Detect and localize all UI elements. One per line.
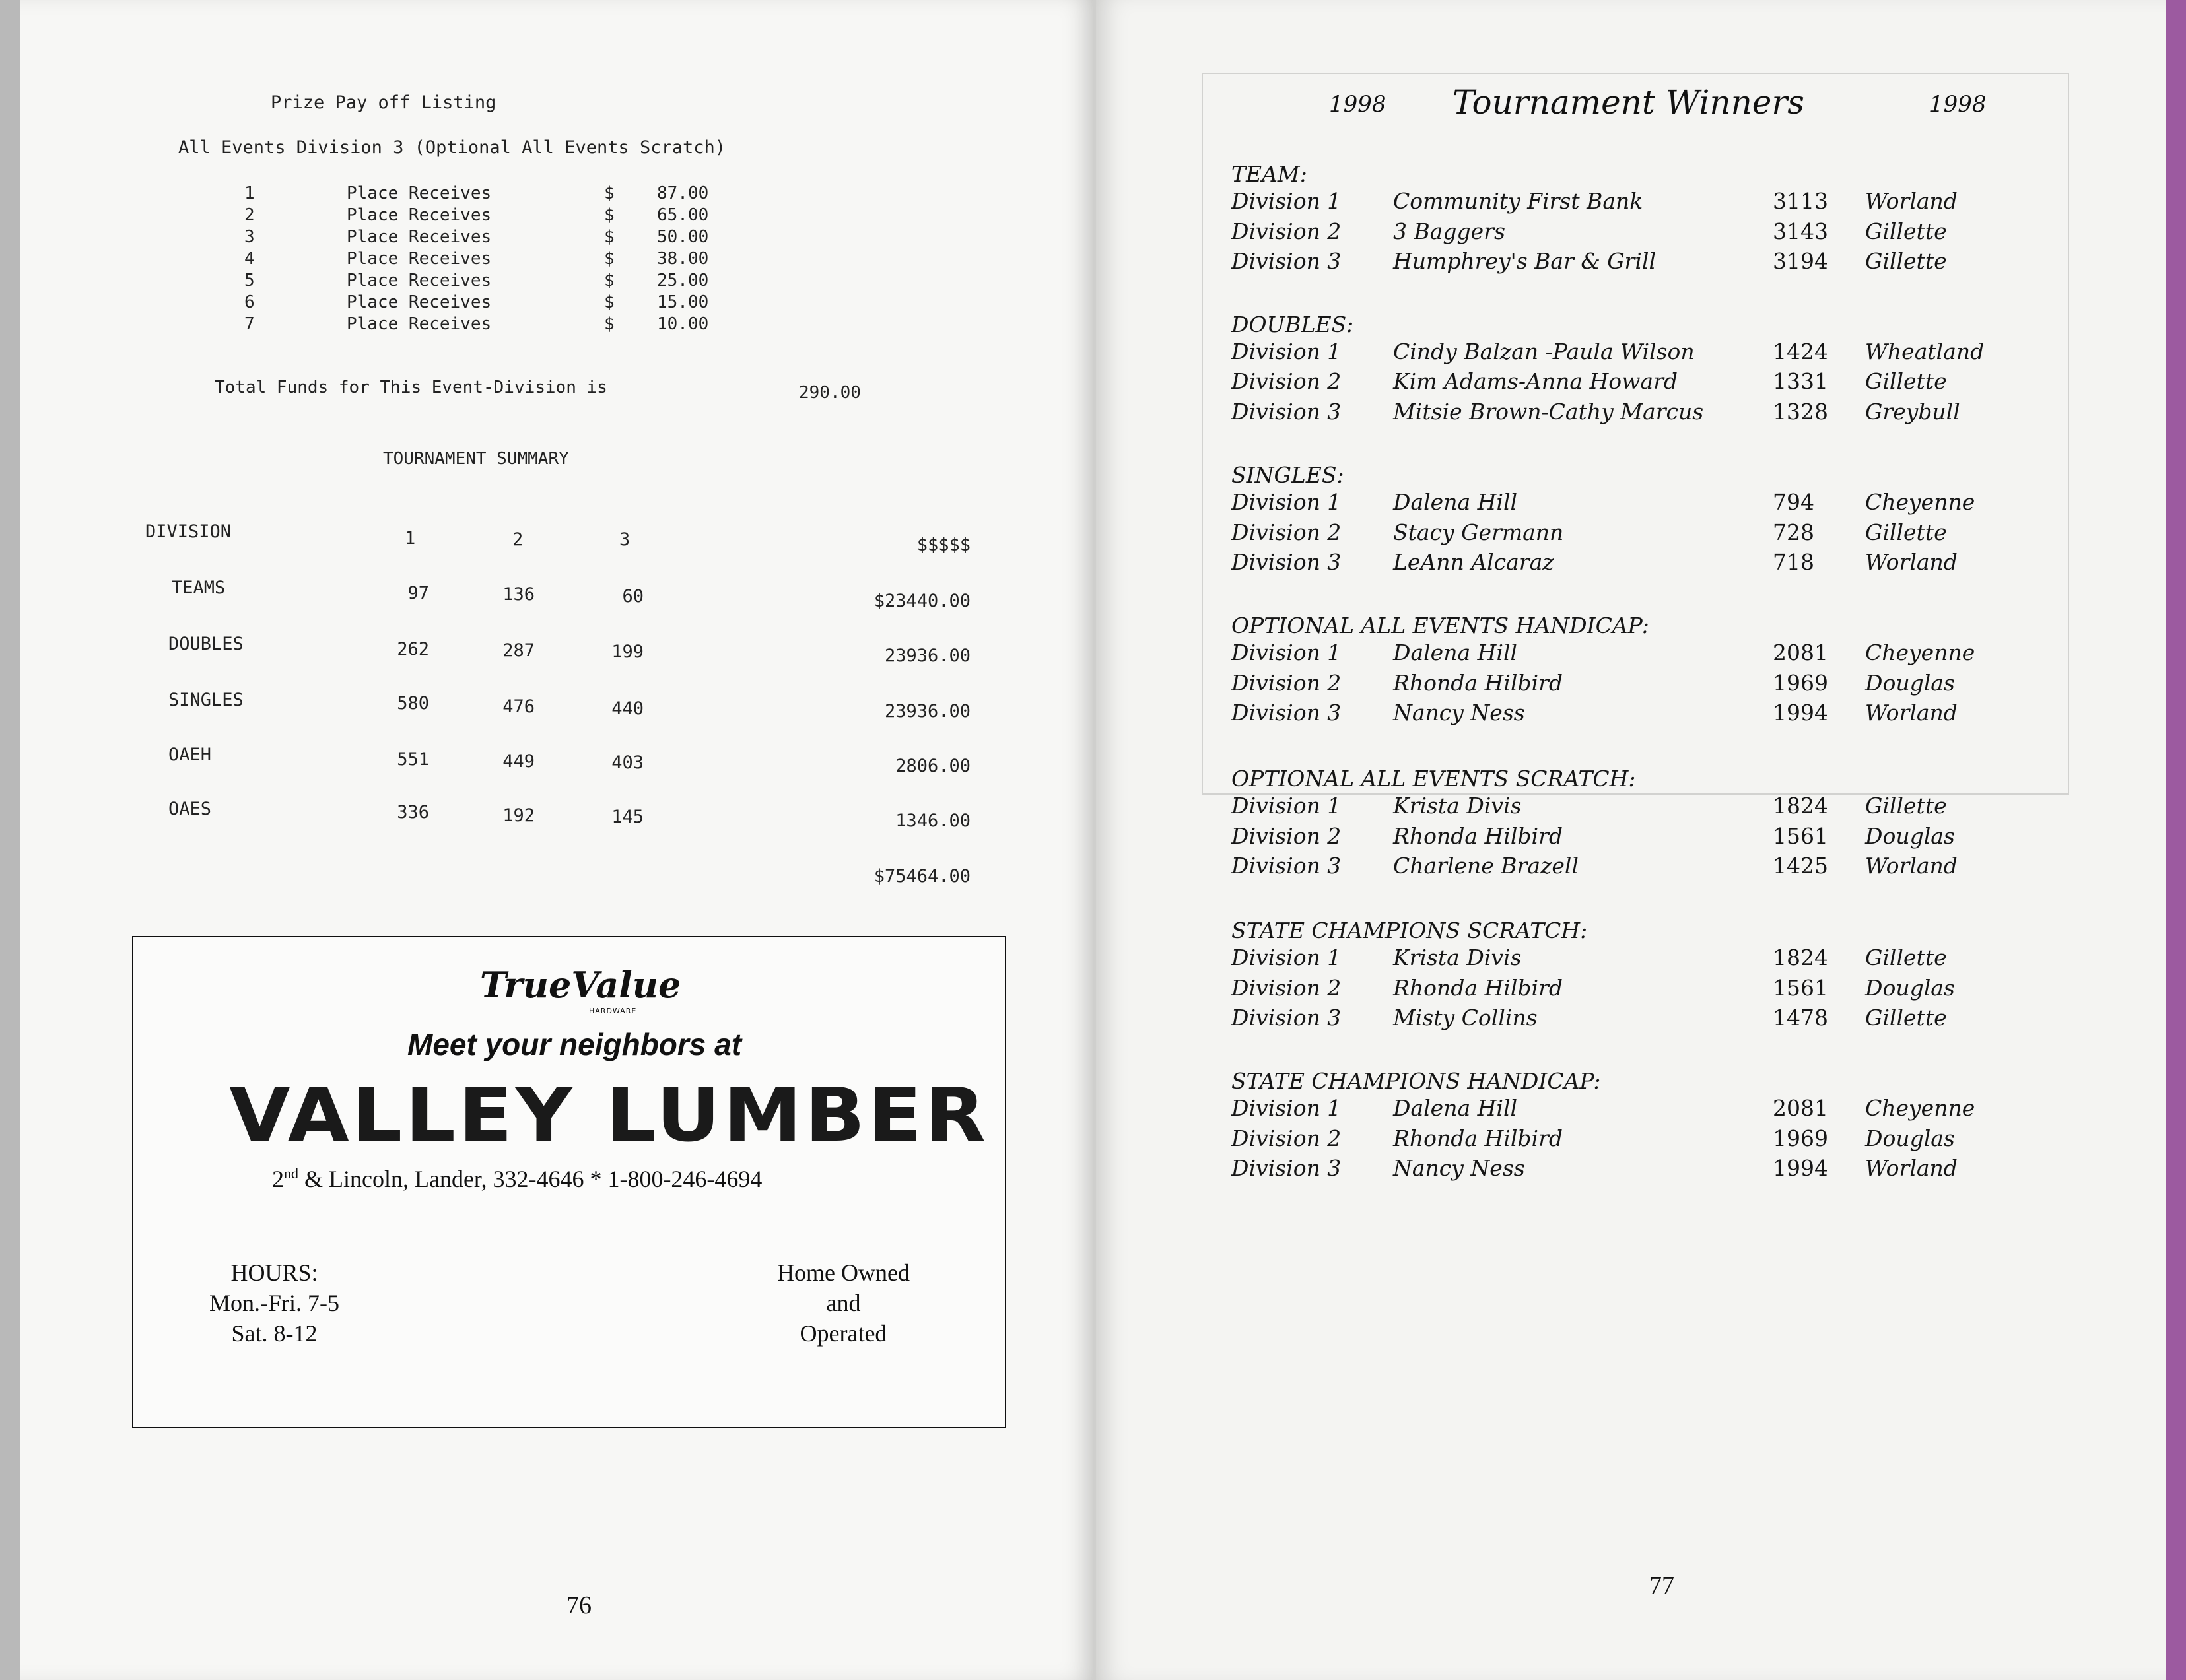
place-label: Place Receives [347, 249, 492, 269]
winner-name: Krista Divis [1393, 793, 1522, 819]
winner-division: Division 2 [1231, 218, 1342, 244]
winner-division: Division 1 [1231, 640, 1342, 665]
winner-city: Gillette [1865, 793, 1947, 819]
winner-name: Krista Divis [1393, 945, 1522, 970]
ad-home-line1: Home Owned [777, 1260, 910, 1286]
winner-row [1231, 520, 2090, 550]
winner-name: Community First Bank [1393, 188, 1643, 214]
winner-city: Worland [1865, 188, 1958, 214]
summary-row-d2: 192 [502, 805, 535, 826]
winner-division: Division 3 [1231, 1005, 1342, 1030]
winner-name: Dalena Hill [1393, 489, 1518, 515]
place-currency: $ [604, 227, 615, 247]
summary-row-d3: 60 [622, 586, 644, 607]
payoff-title: Prize Pay off Listing [271, 92, 496, 113]
ad-hours [209, 1258, 339, 1349]
winner-name: Rhonda Hilbird [1393, 975, 1563, 1001]
winner-city: Douglas [1865, 975, 1955, 1001]
valley-lumber-ad [132, 936, 1006, 1428]
winner-row [1231, 670, 2090, 700]
winner-name: Nancy Ness [1393, 1155, 1525, 1181]
book-edge-left [0, 0, 20, 1680]
summary-row-d2: 287 [502, 640, 535, 661]
winner-city: Cheyenne [1865, 640, 1975, 665]
place-label: Place Receives [347, 184, 492, 203]
winner-division: Division 3 [1231, 700, 1342, 725]
winner-score: 1478 [1773, 1005, 1828, 1030]
winners-year-left: 1998 [1329, 91, 1386, 118]
summary-row-total: $23440.00 [873, 591, 971, 611]
winner-division: Division 2 [1231, 368, 1342, 394]
summary-row-label: DOUBLES [168, 634, 244, 654]
summary-row-label: TEAMS [172, 578, 226, 598]
left-page [20, 0, 1096, 1680]
place-number: 3 [244, 227, 255, 247]
ad-hours-label: HOURS: [230, 1260, 318, 1286]
winner-city: Worland [1865, 1155, 1958, 1181]
ad-store-name: VALLEY LUMBER [229, 1073, 989, 1159]
summary-row-d3: 403 [611, 753, 644, 773]
winner-score: 1994 [1773, 700, 1828, 725]
winner-name: Nancy Ness [1393, 700, 1525, 725]
winner-score: 794 [1773, 489, 1814, 515]
winner-division: Division 1 [1231, 188, 1342, 214]
place-currency: $ [604, 314, 615, 334]
winner-score: 2081 [1773, 1095, 1828, 1121]
winner-name: Stacy Germann [1393, 520, 1564, 545]
winner-city: Wheatland [1865, 339, 1985, 364]
winner-row [1231, 975, 2090, 1005]
summary-row-d3: 145 [611, 807, 644, 827]
summary-row-d1: 551 [397, 749, 429, 770]
winner-division: Division 1 [1231, 945, 1342, 970]
summary-row-d2: 476 [502, 696, 535, 717]
truevalue-hardware-label: HARDWARE [589, 1007, 637, 1015]
summary-header-d2: 2 [512, 529, 524, 550]
total-funds-value: 290.00 [799, 383, 861, 403]
winner-row [1231, 218, 2090, 249]
winner-city: Cheyenne [1865, 489, 1975, 515]
winners-title: Tournament Winners [1452, 83, 1804, 121]
place-amount: 50.00 [657, 227, 709, 247]
total-funds-label: Total Funds for This Event-Division is [215, 378, 607, 397]
winner-division: Division 3 [1231, 248, 1342, 274]
page-number-left: 76 [566, 1592, 592, 1619]
section-heading: OPTIONAL ALL EVENTS HANDICAP: [1231, 613, 1649, 638]
section-heading: DOUBLES: [1231, 312, 1354, 337]
winner-city: Douglas [1865, 823, 1955, 849]
winner-score: 1969 [1773, 670, 1828, 696]
winners-year-right: 1998 [1929, 91, 1987, 118]
winner-score: 3194 [1773, 248, 1828, 274]
place-currency: $ [604, 184, 615, 203]
summary-row-total: 23936.00 [884, 646, 971, 666]
winner-row [1231, 1155, 2090, 1186]
summary-row-total: 23936.00 [884, 701, 971, 722]
winner-division: Division 3 [1231, 399, 1342, 424]
ad-hours-weekday: Mon.-Fri. 7-5 [209, 1290, 339, 1316]
summary-grand-total: $75464.00 [873, 866, 971, 887]
summary-title: TOURNAMENT SUMMARY [383, 449, 569, 469]
winner-row [1231, 489, 2090, 520]
winner-name: Misty Collins [1393, 1005, 1538, 1030]
winner-city: Worland [1865, 700, 1958, 725]
winner-score: 1561 [1773, 975, 1828, 1001]
place-number: 5 [244, 271, 255, 290]
winner-name: Dalena Hill [1393, 640, 1518, 665]
winner-division: Division 3 [1231, 1155, 1342, 1181]
winner-division: Division 2 [1231, 975, 1342, 1001]
winner-division: Division 2 [1231, 520, 1342, 545]
winner-name: Rhonda Hilbird [1393, 670, 1563, 696]
section-heading: SINGLES: [1231, 462, 1344, 488]
winner-division: Division 1 [1231, 339, 1342, 364]
winner-row [1231, 1126, 2090, 1156]
place-amount: 25.00 [657, 271, 709, 290]
winner-city: Gillette [1865, 1005, 1947, 1030]
summary-row-label: OAES [168, 799, 212, 819]
summary-row-label: SINGLES [168, 690, 244, 710]
winner-division: Division 2 [1231, 823, 1342, 849]
summary-row-label: OAEH [168, 745, 212, 765]
winner-name: Dalena Hill [1393, 1095, 1518, 1121]
winner-name: Mitsie Brown-Cathy Marcus [1393, 399, 1704, 424]
summary-header-total: $$$$$ [916, 535, 971, 555]
winner-score: 1824 [1773, 793, 1828, 819]
place-number: 6 [244, 292, 255, 312]
winner-city: Gillette [1865, 368, 1947, 394]
winner-score: 3143 [1773, 218, 1828, 244]
section-heading: STATE CHAMPIONS HANDICAP: [1231, 1068, 1601, 1094]
winner-city: Gillette [1865, 520, 1947, 545]
summary-row-total: 1346.00 [895, 811, 971, 831]
right-page [1096, 0, 2166, 1680]
winner-city: Gillette [1865, 248, 1947, 274]
place-number: 2 [244, 205, 255, 225]
winner-row [1231, 700, 2090, 730]
place-label: Place Receives [347, 205, 492, 225]
ad-hours-saturday: Sat. 8-12 [231, 1320, 318, 1347]
place-currency: $ [604, 205, 615, 225]
summary-row-d3: 440 [611, 698, 644, 719]
place-label: Place Receives [347, 227, 492, 247]
winner-city: Worland [1865, 549, 1958, 575]
winner-row [1231, 793, 2090, 823]
place-currency: $ [604, 249, 615, 269]
winner-division: Division 2 [1231, 670, 1342, 696]
winner-name: Rhonda Hilbird [1393, 1126, 1563, 1151]
winner-division: Division 1 [1231, 489, 1342, 515]
section-heading: OPTIONAL ALL EVENTS SCRATCH: [1231, 766, 1636, 791]
winner-row [1231, 339, 2090, 369]
winner-division: Division 2 [1231, 1126, 1342, 1151]
place-amount: 10.00 [657, 314, 709, 334]
winner-score: 1331 [1773, 368, 1828, 394]
summary-row-d1: 97 [407, 583, 429, 603]
place-currency: $ [604, 271, 615, 290]
place-number: 4 [244, 249, 255, 269]
winner-city: Douglas [1865, 670, 1955, 696]
winner-name: 3 Baggers [1393, 218, 1505, 244]
summary-row-d3: 199 [611, 642, 644, 662]
winner-name: Rhonda Hilbird [1393, 823, 1563, 849]
summary-row-d2: 136 [502, 584, 535, 605]
place-amount: 65.00 [657, 205, 709, 225]
winner-row [1231, 945, 2090, 975]
ad-home-line2: and [826, 1290, 861, 1316]
winner-row [1231, 188, 2090, 218]
ad-address [272, 1165, 762, 1193]
place-label: Place Receives [347, 292, 492, 312]
winner-score: 3113 [1773, 188, 1828, 214]
summary-header-d1: 1 [405, 528, 416, 549]
winner-score: 1561 [1773, 823, 1828, 849]
winner-name: Charlene Brazell [1393, 853, 1579, 879]
winner-score: 718 [1773, 549, 1814, 575]
winner-division: Division 1 [1231, 793, 1342, 819]
summary-row-d2: 449 [502, 751, 535, 772]
place-amount: 38.00 [657, 249, 709, 269]
winner-name: Cindy Balzan -Paula Wilson [1393, 339, 1695, 364]
winner-row [1231, 823, 2090, 854]
winner-row [1231, 1005, 2090, 1035]
winner-row [1231, 640, 2090, 670]
section-heading: TEAM: [1231, 161, 1307, 187]
winner-city: Cheyenne [1865, 1095, 1975, 1121]
ad-tagline: Meet your neighbors at [407, 1027, 742, 1061]
winner-row [1231, 549, 2090, 580]
book-edge-right [2166, 0, 2186, 1680]
ad-address-rest: & Lincoln, Lander, 332-4646 * 1-800-246-4694 [298, 1166, 763, 1192]
winner-city: Gillette [1865, 945, 1947, 970]
ad-address-suffix: nd [284, 1165, 298, 1182]
place-amount: 87.00 [657, 184, 709, 203]
winner-row [1231, 368, 2090, 399]
summary-header-label: DIVISION [145, 521, 232, 542]
ad-home-line3: Operated [800, 1320, 887, 1347]
summary-header-d3: 3 [619, 529, 631, 550]
summary-row-d1: 580 [397, 693, 429, 714]
winner-division: Division 3 [1231, 549, 1342, 575]
ad-home-owned [777, 1258, 910, 1349]
winner-score: 1824 [1773, 945, 1828, 970]
winner-score: 1424 [1773, 339, 1828, 364]
payoff-subtitle: All Events Division 3 (Optional All Events Scratch) [178, 137, 726, 158]
winner-name: LeAnn Alcaraz [1393, 549, 1554, 575]
winner-row [1231, 1095, 2090, 1126]
winner-score: 1425 [1773, 853, 1828, 879]
winner-name: Kim Adams-Anna Howard [1393, 368, 1678, 394]
winner-division: Division 3 [1231, 853, 1342, 879]
place-label: Place Receives [347, 271, 492, 290]
winner-city: Greybull [1865, 399, 1960, 424]
section-heading: STATE CHAMPIONS SCRATCH: [1231, 918, 1588, 943]
winner-score: 1969 [1773, 1126, 1828, 1151]
place-number: 1 [244, 184, 255, 203]
summary-row-d1: 336 [397, 802, 429, 823]
winner-city: Douglas [1865, 1126, 1955, 1151]
winner-score: 728 [1773, 520, 1814, 545]
place-number: 7 [244, 314, 255, 334]
summary-row-d1: 262 [397, 639, 429, 659]
winner-city: Gillette [1865, 218, 1947, 244]
winner-row [1231, 853, 2090, 883]
winner-score: 2081 [1773, 640, 1828, 665]
winner-city: Worland [1865, 853, 1958, 879]
page-number-right: 77 [1649, 1572, 1674, 1599]
winner-score: 1328 [1773, 399, 1828, 424]
winner-row [1231, 399, 2090, 429]
winner-name: Humphrey's Bar & Grill [1393, 248, 1656, 274]
place-amount: 15.00 [657, 292, 709, 312]
place-currency: $ [604, 292, 615, 312]
winner-row [1231, 248, 2090, 279]
winner-division: Division 1 [1231, 1095, 1342, 1121]
summary-row-total: 2806.00 [895, 756, 971, 776]
winner-score: 1994 [1773, 1155, 1828, 1181]
truevalue-logo: TrueValue [480, 964, 681, 1006]
place-label: Place Receives [347, 314, 492, 334]
ad-address-number: 2 [272, 1166, 284, 1192]
